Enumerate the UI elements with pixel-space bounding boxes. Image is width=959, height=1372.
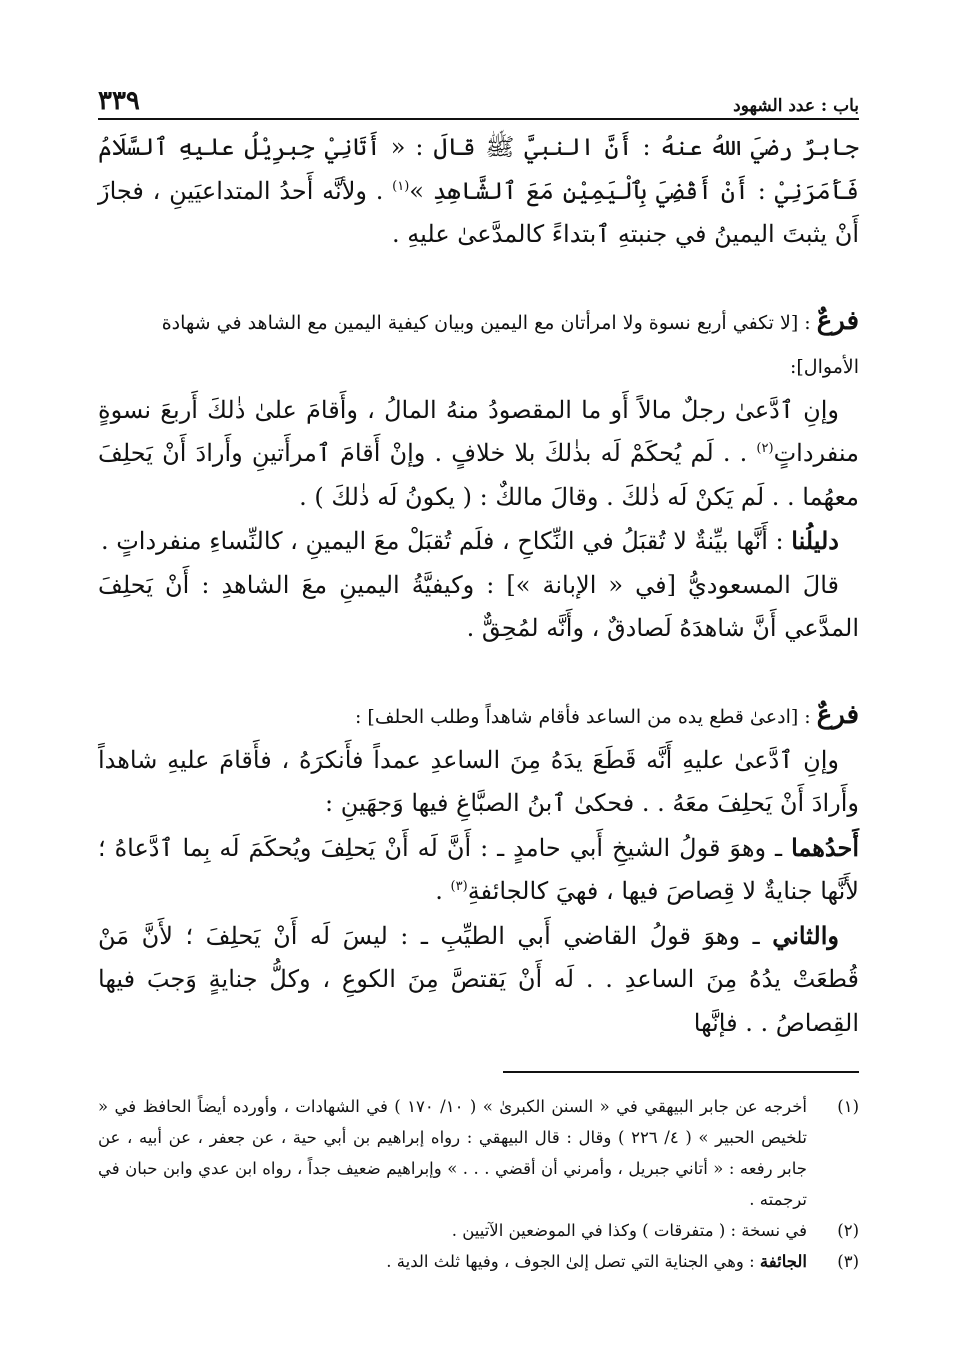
paragraph-6: [98, 826, 859, 914]
paragraph-1-text: جابرٌ رضيَ اللهُ عنهُ : أَنَّ النبيَّ ﷺ قالَ : « أَتَانِيْ جِبرِيْلُ عليهِ ٱلسَّلَامُ فَأَمَرَنِيْ : أَنْ أَقْضِيَ بِٱلْيَمِيْنِ مَعَ ٱلشَّاهِدِ »: [98, 133, 859, 205]
footnote-ref-2: (٢): [756, 441, 774, 456]
paragraph-7-lead: والثاني: [772, 920, 839, 950]
paragraph-3-text: : أَنَّها بيِّنةٌ لا تُقبَلُ في النِّكاحِ ، فلَم تُقبَلْ معَ اليمينِ ، كالنِّساءِ منفرداتٍ .: [100, 527, 792, 555]
paragraph-3-lead: دليلُنا: [791, 526, 839, 555]
paragraph-5-text: وإنِ ٱدَّعىٰ عليهِ أَنَّه قَطَعَ يدَهُ مِنَ الساعدِ عمداً فأَنكرَهُ ، فأَقامَ عليهِ شاهداً وأَرادَ أَنْ يَحلِفَ معَهُ . . فحكىٰ ٱبنُ الصبَّاغِ فيها وَجهَينِ :: [98, 745, 859, 817]
section-title-1: : [لا تكفي أربع نسوة ولا امرأتان مع اليمين وبيان كيفية اليمين مع الشاهد في شهادة الأموال]:: [161, 311, 859, 378]
footnote-number: (٣): [837, 1252, 859, 1271]
paragraph-2: [98, 389, 859, 520]
footnote-ref-1: (١): [392, 178, 410, 194]
paragraph-1: [98, 126, 859, 257]
footnote-text: [98, 1091, 807, 1215]
footnote-2: [98, 1215, 859, 1246]
footnote-rule: [503, 1071, 859, 1073]
section-heading-1: [98, 299, 859, 389]
paragraph-5: [98, 739, 859, 826]
paragraph-4-text: قالَ المسعوديُّ [في « الإبانة »] : وكيفيَّةُ اليمينِ معَ الشاهدِ : أَنْ يَحلِفَ المدَّعي أَنَّ شاهدَهُ لَصادقٌ ، وأَنَّه لمُحِقٌّ .: [98, 570, 859, 642]
footnote-3: [98, 1246, 859, 1277]
footnote-number: (٢): [837, 1221, 859, 1240]
footnote-body: في نسخة : ( متفرقات ) وكذا في الموضعين الآتيين .: [451, 1221, 807, 1240]
footnote-text: [98, 1215, 807, 1246]
section-heading-2: [98, 693, 859, 739]
footnote-body: : وهي الجناية التي تصل إلىٰ الجوف ، وفيها ثلث الدية .: [386, 1252, 760, 1271]
paragraph-6-rest: .: [435, 877, 451, 905]
paragraph-3: [98, 519, 859, 564]
header-rule: [98, 118, 859, 120]
page-header: [98, 82, 859, 118]
main-text: [98, 126, 859, 1045]
paragraph-4: [98, 564, 859, 651]
footnote-number: (١): [837, 1097, 859, 1116]
running-title: باب : عدد الشهود: [733, 96, 859, 116]
paragraph-2-rest: . . لَم يُحكَمْ لَه بذٰلكَ بلا خلافٍ . وإنْ أَقامَ ٱمرأَتينِ وأَرادَ أَنْ يَحلِفَ معهُما . . لَم يَكنْ لَه ذٰلكَ . وقالَ مالكٌ : ( يكونُ لَه ذٰلكَ ) .: [98, 439, 859, 511]
footnote-lead: الجائفة: [759, 1252, 807, 1271]
far-label-2: فرعٌ: [816, 699, 859, 730]
paragraph-6-lead: أَحدُهما: [791, 832, 860, 862]
footnote-body: أخرجه عن جابر البيهقي في « السنن الكبرىٰ » ( ١٠/ ١٧٠ ) في الشهادات ، وأورده أيضاً الحافظ في « تلخيص الحبير » ( ٤/ ٢٢٦ ) وقال : قال البيهقي : رواه إبراهيم بن أبي حية ، عن جعفر ، عن أبيه ، عن جابر رفعه : « أتاني جبريل ، وأمرني أن أقضي . . . » وإبراهيم ضعيف جداً ، رواه ابن عدي وابن حبان في ترجمته .: [98, 1097, 807, 1209]
footnote-ref-3: (٣): [450, 879, 468, 894]
paragraph-7: [98, 914, 859, 1046]
far-label-1: فرعٌ: [816, 305, 859, 336]
footnote-1: [98, 1091, 859, 1215]
footnotes: [98, 1091, 859, 1277]
section-title-2: : [ادعىٰ قطع يده من الساعد فأقام شاهداً وطلب الحلف] :: [354, 705, 811, 728]
page-number: ٣٣٩: [98, 86, 140, 116]
paragraph-1-rest: . ولأنَّه أَحدُ المتداعيَينِ ، فجازَ أَنْ يثبتَ اليمينُ في جنبتهِ ٱبتداءً كالمدَّعىٰ عليهِ .: [98, 176, 859, 248]
paragraph-7-text: ـ وهوَ قولُ القاضي أَبي الطيِّبِ ـ : ليسَ لَه أَنْ يَحلِفَ ؛ لأَنَّ مَنْ قُطعَتْ يدُهُ مِنَ الساعدِ . . لَه أَنْ يَقتصَّ مِنَ الكوعِ ، وكلُّ جنايةٍ وَجبَ فيها القِصاصُ . . فإنَّها: [98, 921, 859, 1037]
footnote-text: [98, 1246, 807, 1277]
paragraph-6-text: ـ وهوَ قولُ الشيخِ أَبي حامدٍ ـ : أَنَّ لَه أَنْ يَحلِفَ ويُحكَمَ لَه بِما ٱدَّعاهُ ؛ لأَنَّها جنايةٌ لا قِصاصَ فيها ، فهيَ كالجائفةِ: [98, 833, 859, 905]
paragraph-2-text: وإنِ ٱدَّعىٰ رجلٌ مالاً أَو ما المقصودُ منهُ المالُ ، وأَقامَ علىٰ ذٰلكَ أَربعَ نسوةٍ منفرداتٍ: [98, 395, 859, 467]
